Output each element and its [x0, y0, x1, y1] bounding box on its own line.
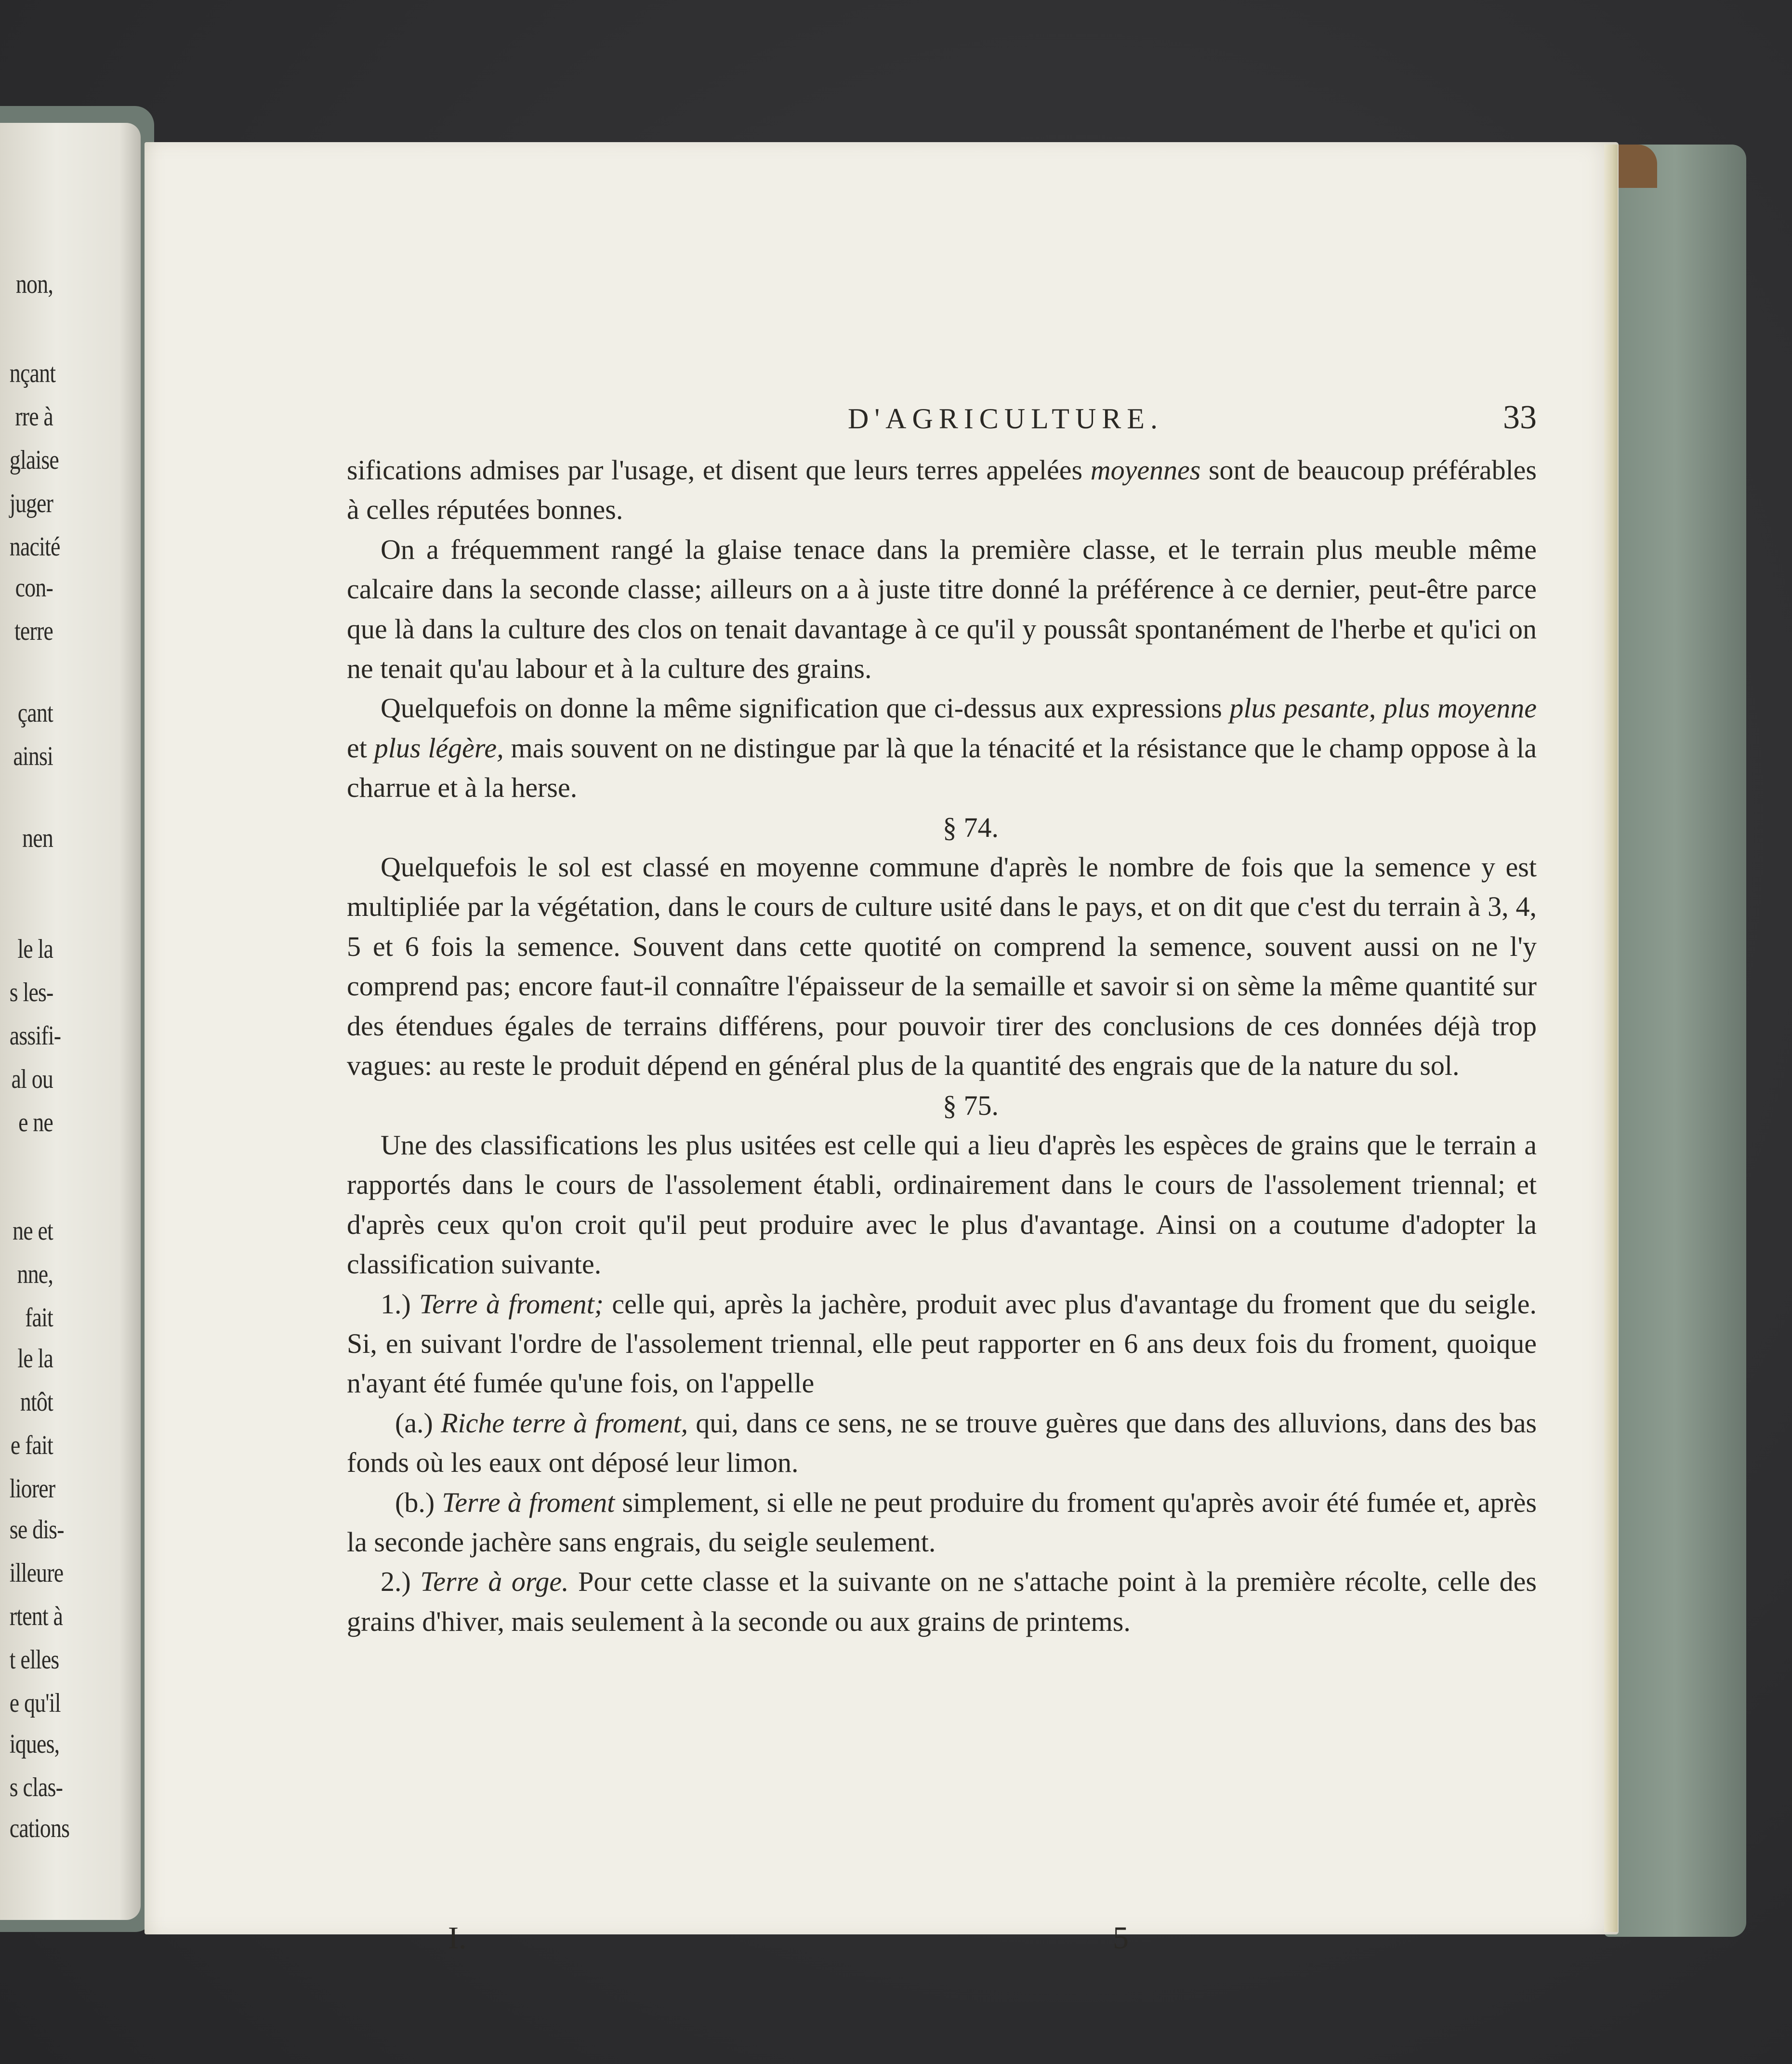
paragraph	[347, 688, 1537, 807]
text-run: Quelquefois le sol est classé en moyenne commune d'après le nombre de fois que la semence y est multipliée par la végétation, dans le cours de culture usité dans le pays, et on dit que c'est du terrain à 3, 4, 5 et 6 fois la semence. Souvent dans cette quotité on comprend la semence, souvent aussi on ne l'y comprend pas; encore faut-il connaître l'épaisseur de la semaille et savoir si on sème la même quantité sur des étendues égales de terrains différens, pour pouvoir tirer des conclusions de ces données déjà trop vagues: au reste le produit dépend en général plus de la quantité des engrais que de la nature du sol.	[347, 851, 1537, 1082]
text-run: 2.)	[381, 1566, 421, 1598]
text-run: sont de beaucoup préférables à celles réputées bonnes.	[347, 454, 1537, 526]
left-page-text-fragment: juger	[9, 489, 53, 518]
left-page-text-fragment: al ou	[11, 1064, 53, 1094]
left-page-text-fragment: nacité	[9, 532, 60, 562]
running-head	[347, 399, 1537, 441]
left-page-text-fragment: e ne	[18, 1108, 53, 1138]
italic-term: Terre à orge.	[420, 1566, 569, 1598]
left-page-text-fragment: non,	[15, 269, 53, 299]
left-page-text-fragment: con-	[15, 573, 53, 603]
italic-term: Riche terre à froment,	[441, 1407, 688, 1439]
italic-term: plus légère,	[374, 732, 504, 764]
page-edge	[1604, 145, 1618, 1932]
left-page-text-fragment: ntôt	[20, 1387, 53, 1417]
left-page-text-fragment: terre	[14, 616, 53, 646]
signature-row	[347, 1920, 1537, 1963]
section-heading: § 75.	[943, 1089, 999, 1121]
text-run: (a.)	[395, 1407, 441, 1439]
paragraph	[347, 530, 1537, 689]
text-run: 1.)	[381, 1288, 420, 1320]
paragraph	[347, 450, 1537, 530]
left-page-text-fragment: assifi-	[9, 1021, 61, 1051]
left-facing-page	[0, 123, 141, 1920]
section-heading: § 74.	[943, 811, 999, 843]
text-run: qui, dans ce sens, ne se trouve guères que dans des alluvions, dans des bas fonds où les eaux ont déposé leur limon.	[347, 1407, 1537, 1479]
left-page-text-fragment: nçant	[9, 358, 56, 388]
left-page-text-fragment: nne,	[17, 1259, 53, 1289]
book-page	[145, 142, 1619, 1956]
left-page-text-fragment: se dis-	[9, 1515, 64, 1545]
left-page-text-fragment: iques,	[9, 1729, 60, 1759]
running-head-title: D'AGRICULTURE.	[848, 403, 1163, 435]
text-run: celle qui, après la jachère, produit avec plus d'avantage du froment que du seigle. Si, en suivant l'ordre de l'assolement triennal, elle peut rapporter en 6 ans deux fois du froment, quoique n'ayant été fumée qu'une fois, on l'appelle	[347, 1288, 1537, 1399]
left-page-text-fragment: fait	[25, 1303, 53, 1333]
left-page-text-fragment: nen	[22, 823, 53, 853]
text-run: simplement, si elle ne peut produire du froment qu'après avoir été fumée et, après la seconde jachère sans engrais, du seigle seulement.	[347, 1486, 1537, 1558]
text-run: On a fréquemment rangé la glaise tenace dans la première classe, et le terrain plus meuble même calcaire dans la seconde classe; ailleurs on a à juste titre donné la préférence à ce dernier, peut-être parce que là dans la culture des clos on tenait davantage à ce qu'il y poussât spontanément de l'herbe et qu'ici on ne tenait qu'au labour et à la culture des grains.	[347, 533, 1537, 685]
left-page-text-fragment: s clas-	[9, 1773, 63, 1802]
paragraph	[347, 1562, 1537, 1641]
italic-term: Terre à froment	[442, 1486, 615, 1518]
text-run: sifications admises par l'usage, et disent que leurs terres appelées	[347, 454, 1091, 486]
sheet-signature: 5	[1113, 1920, 1129, 1956]
text-run: mais souvent on ne distingue par là que la ténacité et la résistance que le champ oppose à la charrue et à la herse.	[347, 732, 1537, 804]
left-page-text-fragment: t elles	[9, 1645, 59, 1675]
cover-corner	[1614, 145, 1657, 188]
left-page-text-fragment: le la	[17, 1344, 53, 1374]
text-run: Quelquefois on donne la même signification que ci-dessus aux expressions	[381, 692, 1230, 724]
italic-term: plus pesante, plus moyenne	[1229, 692, 1537, 724]
left-page-text-fragment: rre à	[15, 402, 53, 432]
left-page-text-fragment: glaise	[9, 445, 59, 475]
paragraph	[347, 847, 1537, 1085]
left-page-text-fragment: illeure	[9, 1558, 64, 1588]
paragraph	[347, 1284, 1537, 1403]
left-page-text-fragment: le la	[17, 934, 53, 964]
paragraph	[347, 1125, 1537, 1284]
left-page-text-fragment: liorer	[9, 1474, 55, 1504]
volume-signature: I.	[448, 1920, 467, 1956]
body-text	[347, 450, 1537, 1641]
text-run: et	[347, 732, 374, 764]
text-run: Une des classifications les plus usitées est celle qui a lieu d'après les espèces de grains que le terrain a rapportés dans le cours de l'assolement établi, ordinairement dans le cours de l'assolement triennal; et d'après ceux qu'on croit qu'il peut produire avec le plus d'avantage. Ainsi on a coutume d'adopter la classification suivante.	[347, 1129, 1537, 1280]
left-page-text-fragment: cations	[9, 1813, 70, 1843]
italic-term: Terre à froment;	[419, 1288, 604, 1320]
left-page-text-fragment: e qu'il	[9, 1688, 61, 1718]
left-page-text-fragment: çant	[17, 698, 53, 728]
right-book-cover	[1604, 145, 1746, 1937]
italic-term: moyennes	[1090, 454, 1201, 486]
paragraph	[347, 1483, 1537, 1562]
left-page-text-fragment: s les-	[9, 978, 53, 1007]
left-page-text-fragment: ne et	[13, 1216, 53, 1246]
page-number: 33	[1503, 399, 1537, 436]
text-run: Pour cette classe et la suivante on ne s'attache point à la première récolte, celle des grains d'hiver, mais seulement à la seconde ou aux grains de printems.	[347, 1566, 1537, 1637]
paragraph	[347, 1403, 1537, 1483]
left-page-text-fragment: e fait	[10, 1430, 53, 1460]
left-page-text-fragment: ainsi	[13, 741, 53, 771]
left-page-text-fragment: rtent à	[9, 1601, 63, 1631]
text-run: (b.)	[395, 1486, 442, 1518]
